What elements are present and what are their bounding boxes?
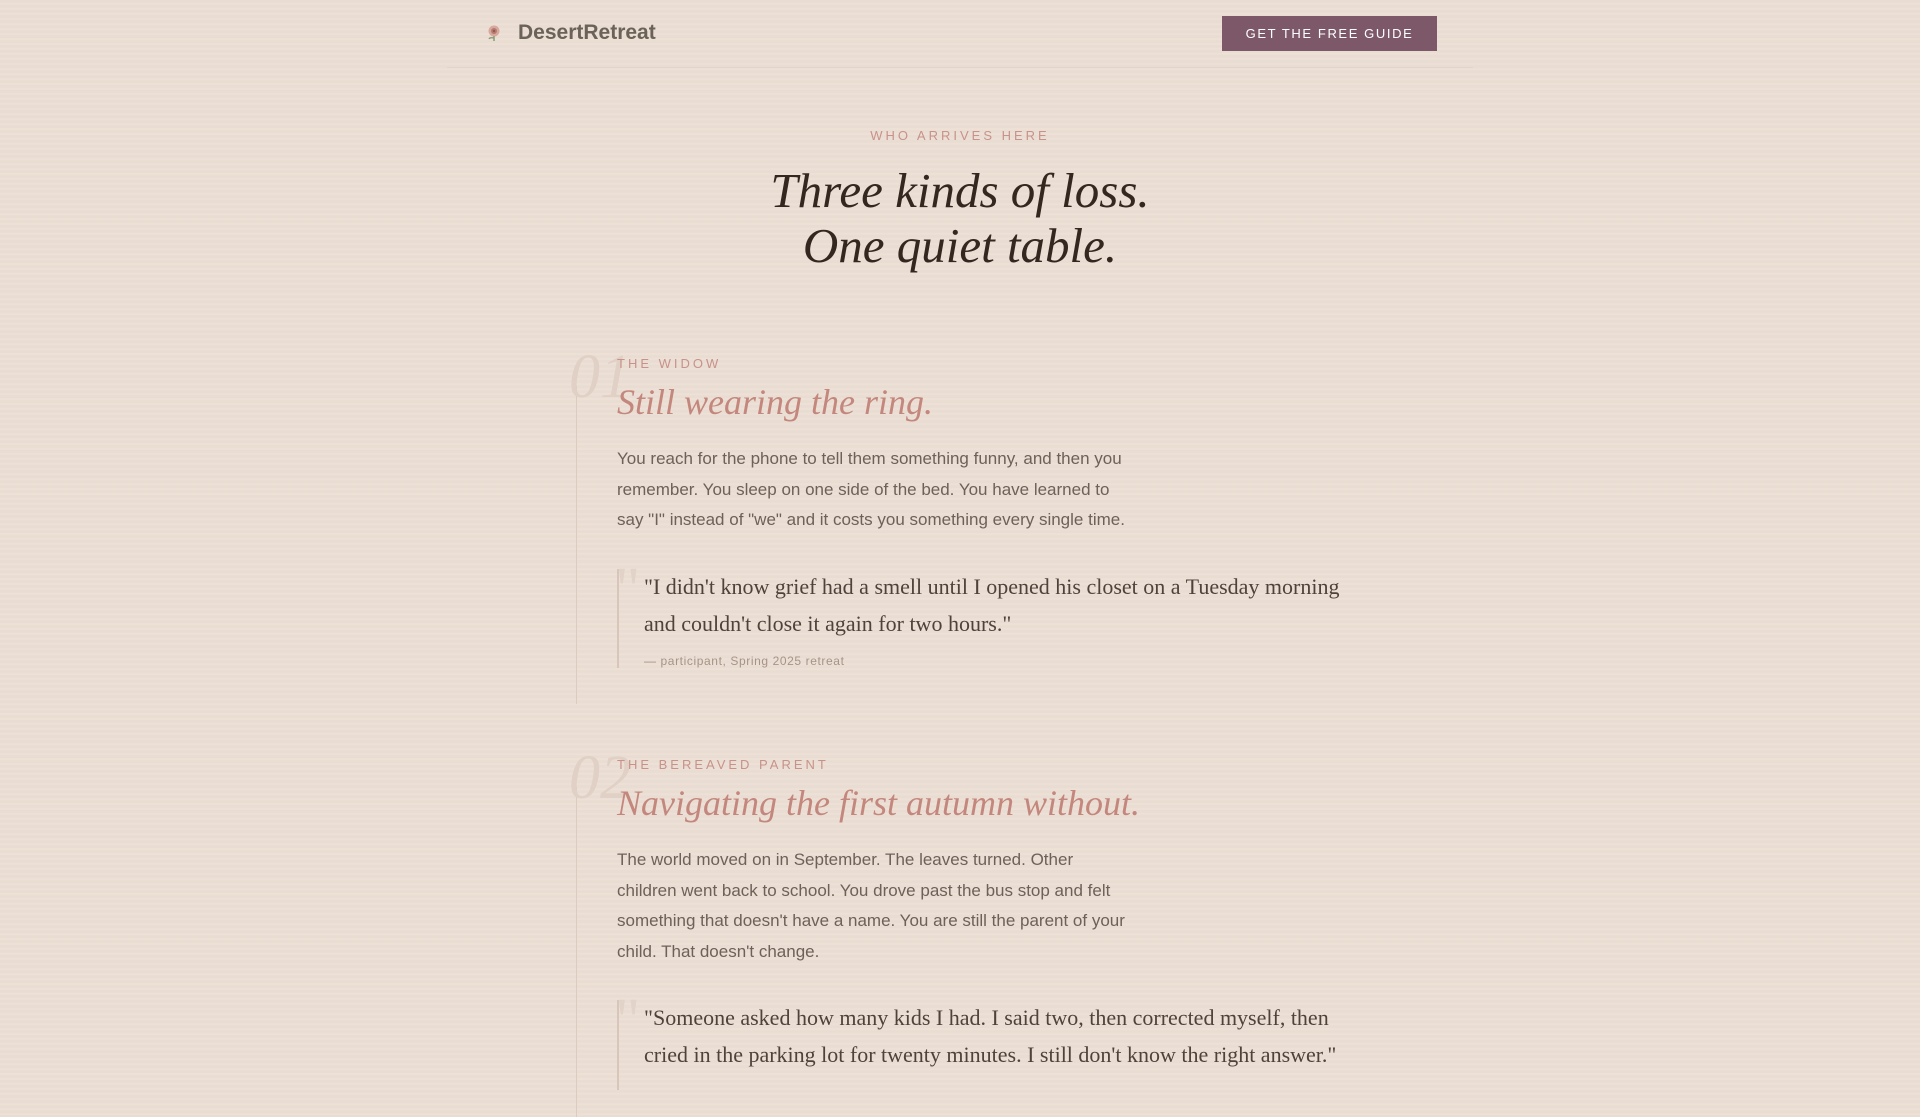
testimonial-quote [615, 556, 1359, 668]
section-number: 02 [569, 744, 631, 812]
section-label: THE BEREAVED PARENT [617, 757, 829, 772]
section-title: Navigating the first autumn without. [617, 783, 1141, 823]
section-divider-line [576, 386, 577, 704]
section-body: The world moved on in September. The leaves turned. Other children went back to school. You drove past the bus stop and felt something that doesn't have a name. You are still the parent of your child. That doesn't change. [617, 850, 1125, 961]
quote-mark-icon: " [615, 556, 641, 624]
headline-line-1: Three kinds of loss. [770, 163, 1150, 218]
testimonial-quote [615, 987, 1359, 1090]
section-body: You reach for the phone to tell them something funny, and then you remember. You sleep on one side of the bed. You have learned to say "I" instead of "we" and it costs you something every single time. [617, 449, 1125, 529]
section-eyebrow: WHO ARRIVES HERE [870, 128, 1050, 143]
quote-attribution: — participant, Spring 2025 retreat [644, 654, 845, 668]
section-label: THE WIDOW [617, 356, 722, 371]
brand-logo[interactable] [485, 21, 656, 45]
quote-mark-icon: " [615, 987, 641, 1055]
get-free-guide-button[interactable]: GET THE FREE GUIDE [1222, 16, 1437, 51]
rose-icon [485, 24, 503, 42]
quote-text: "I didn't know grief had a smell until I opened his closet on a Tuesday morning and couldn't close it again for two hours." [644, 574, 1340, 636]
headline-line-2: One quiet table. [802, 218, 1118, 273]
section-title: Still wearing the ring. [617, 382, 934, 422]
brand-name: DesertRetreat [518, 21, 656, 44]
top-nav [447, 0, 1473, 68]
quote-text: "Someone asked how many kids I had. I said two, then corrected myself, then cried in the parking lot for twenty minutes. I still don't know the right answer." [644, 1005, 1337, 1067]
section-number: 01 [569, 343, 631, 411]
page-headline [0, 163, 1920, 273]
section-divider-line [576, 787, 577, 1117]
